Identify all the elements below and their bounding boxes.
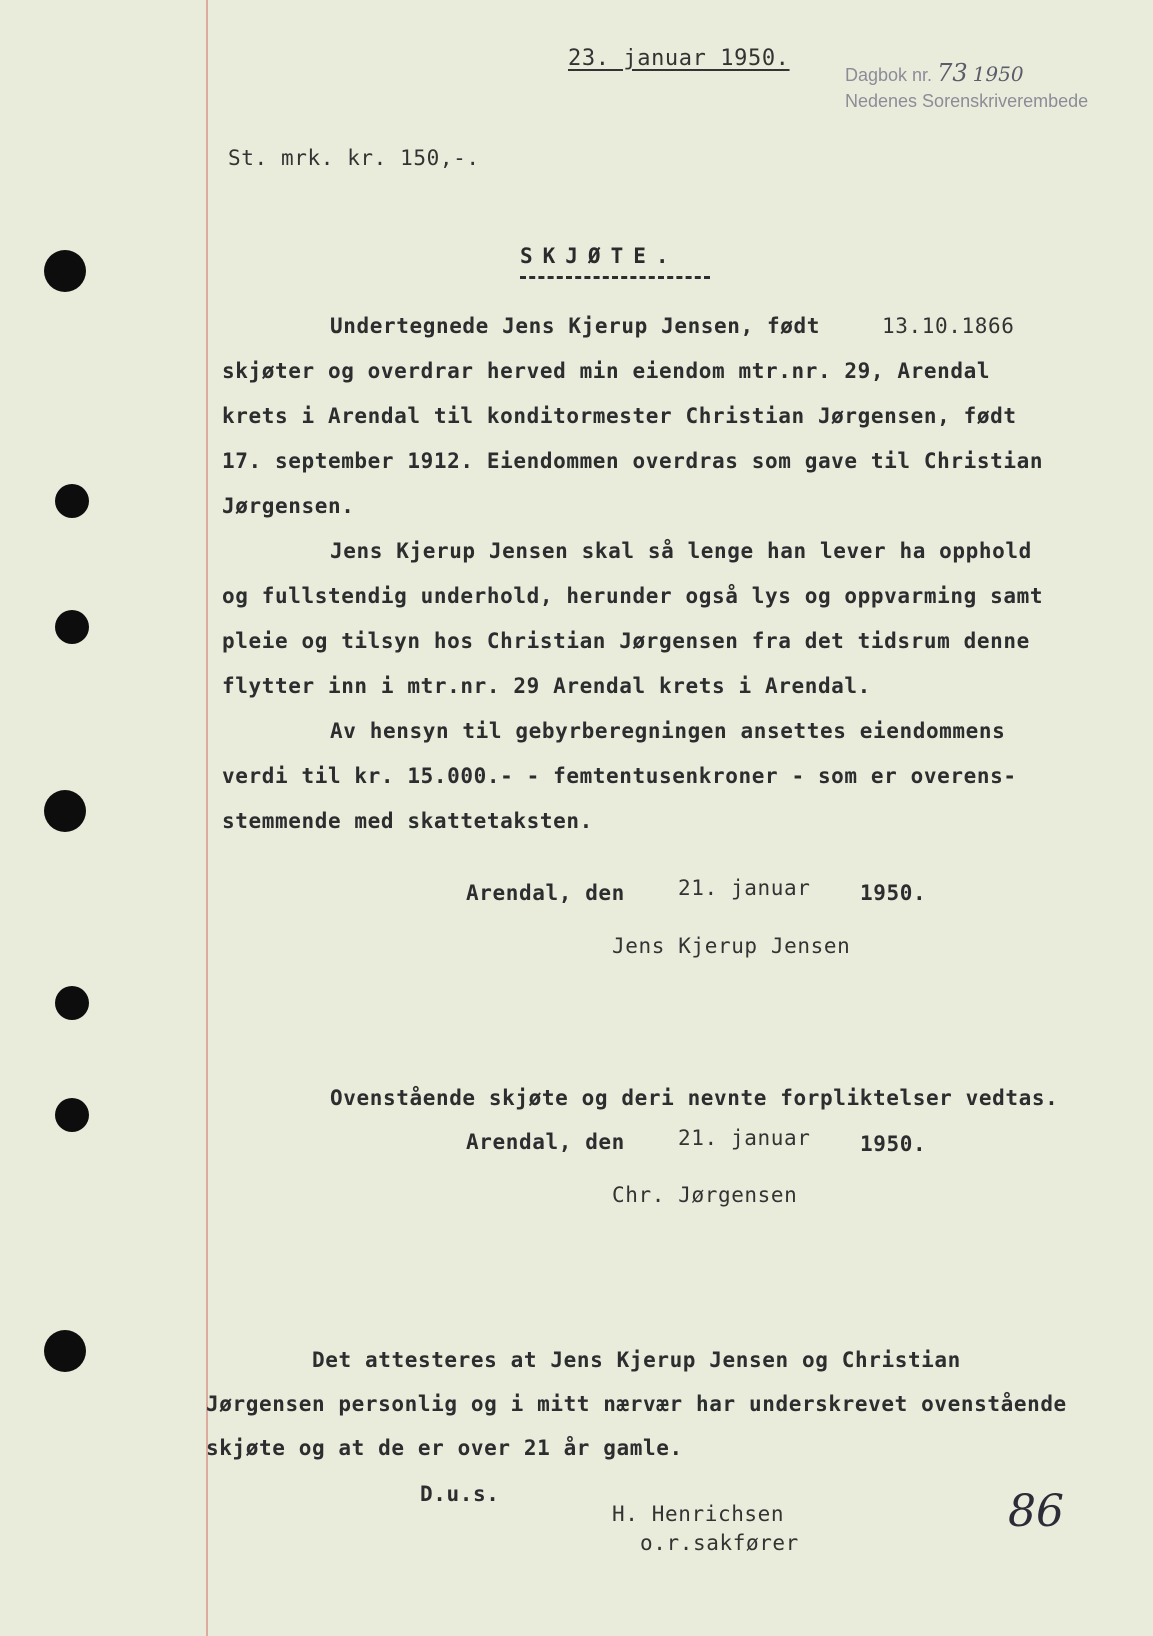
title-underline [520, 276, 710, 279]
stamp-number: 73 [937, 59, 968, 87]
place-line: Arendal, den [466, 881, 625, 905]
stamp-office: Nedenes Sorenskriverembede [845, 91, 1089, 111]
body-line: krets i Arendal til konditormester Christian Jørgensen, født [222, 404, 1017, 428]
body-line: Jørgensen. [222, 494, 355, 518]
punch-hole [55, 1098, 89, 1132]
body-line: pleie og tilsyn hos Christian Jørgensen fra det tidsrum denne [222, 629, 1030, 653]
body-line: skjøter og overdrar herved min eiendom mtr.nr. 29, Arendal [222, 359, 991, 383]
body-line: Av hensyn til gebyrberegningen ansettes eiendommens [330, 719, 1006, 743]
document-date: 23. januar 1950. [568, 46, 790, 71]
punch-hole [55, 484, 89, 518]
margin-rule [206, 0, 208, 1636]
fee-line: St. mrk. kr. 150,-. [228, 146, 480, 170]
document-title: SKJØTE. [520, 244, 679, 268]
body-line: flytter inn i mtr.nr. 29 Arendal krets i Arendal. [222, 674, 871, 698]
attester-title: o.r.sakfører [640, 1531, 799, 1555]
punch-hole [55, 986, 89, 1020]
punch-hole [55, 610, 89, 644]
body-line: Jens Kjerup Jensen skal så lenge han lever ha opphold [330, 539, 1032, 563]
signatory-name: Jens Kjerup Jensen [612, 934, 851, 958]
attestation-line: Det attesteres at Jens Kjerup Jensen og Christian [312, 1348, 961, 1372]
handwritten-page-mark: 86 [1008, 1486, 1064, 1537]
punch-hole [44, 790, 86, 832]
place-line: Arendal, den [466, 1130, 625, 1154]
closing-abbreviation: D.u.s. [420, 1482, 500, 1506]
place-year: 1950. [860, 1132, 927, 1156]
attestation-line: skjøte og at de er over 21 år gamle. [206, 1436, 683, 1460]
body-line: Undertegnede Jens Kjerup Jensen, født [330, 314, 820, 338]
stamp-prefix: Dagbok nr. [845, 65, 933, 85]
stamp-year: 1950 [972, 62, 1024, 86]
punch-hole [44, 250, 86, 292]
birth-date: 13.10.1866 [882, 314, 1015, 338]
place-year: 1950. [860, 881, 927, 905]
place-date: 21. januar [678, 1126, 811, 1150]
place-date: 21. januar [678, 876, 811, 900]
attester-name: H. Henrichsen [612, 1502, 785, 1526]
body-line: og fullstendig underhold, herunder også lys og oppvarming samt [222, 584, 1044, 608]
attestation-line: Jørgensen personlig og i mitt nærvær har underskrevet ovenstående [206, 1392, 1067, 1416]
signatory-name: Chr. Jørgensen [612, 1183, 798, 1207]
body-line: stemmende med skattetaksten. [222, 809, 593, 833]
acceptance-line: Ovenstående skjøte og deri nevnte forpliktelser vedtas. [330, 1086, 1059, 1110]
body-line: verdi til kr. 15.000.- - femtentusenkroner - som er overens- [222, 764, 1017, 788]
punch-hole [44, 1330, 86, 1372]
registry-stamp [845, 60, 1088, 114]
body-line: 17. september 1912. Eiendommen overdras som gave til Christian [222, 449, 1044, 473]
